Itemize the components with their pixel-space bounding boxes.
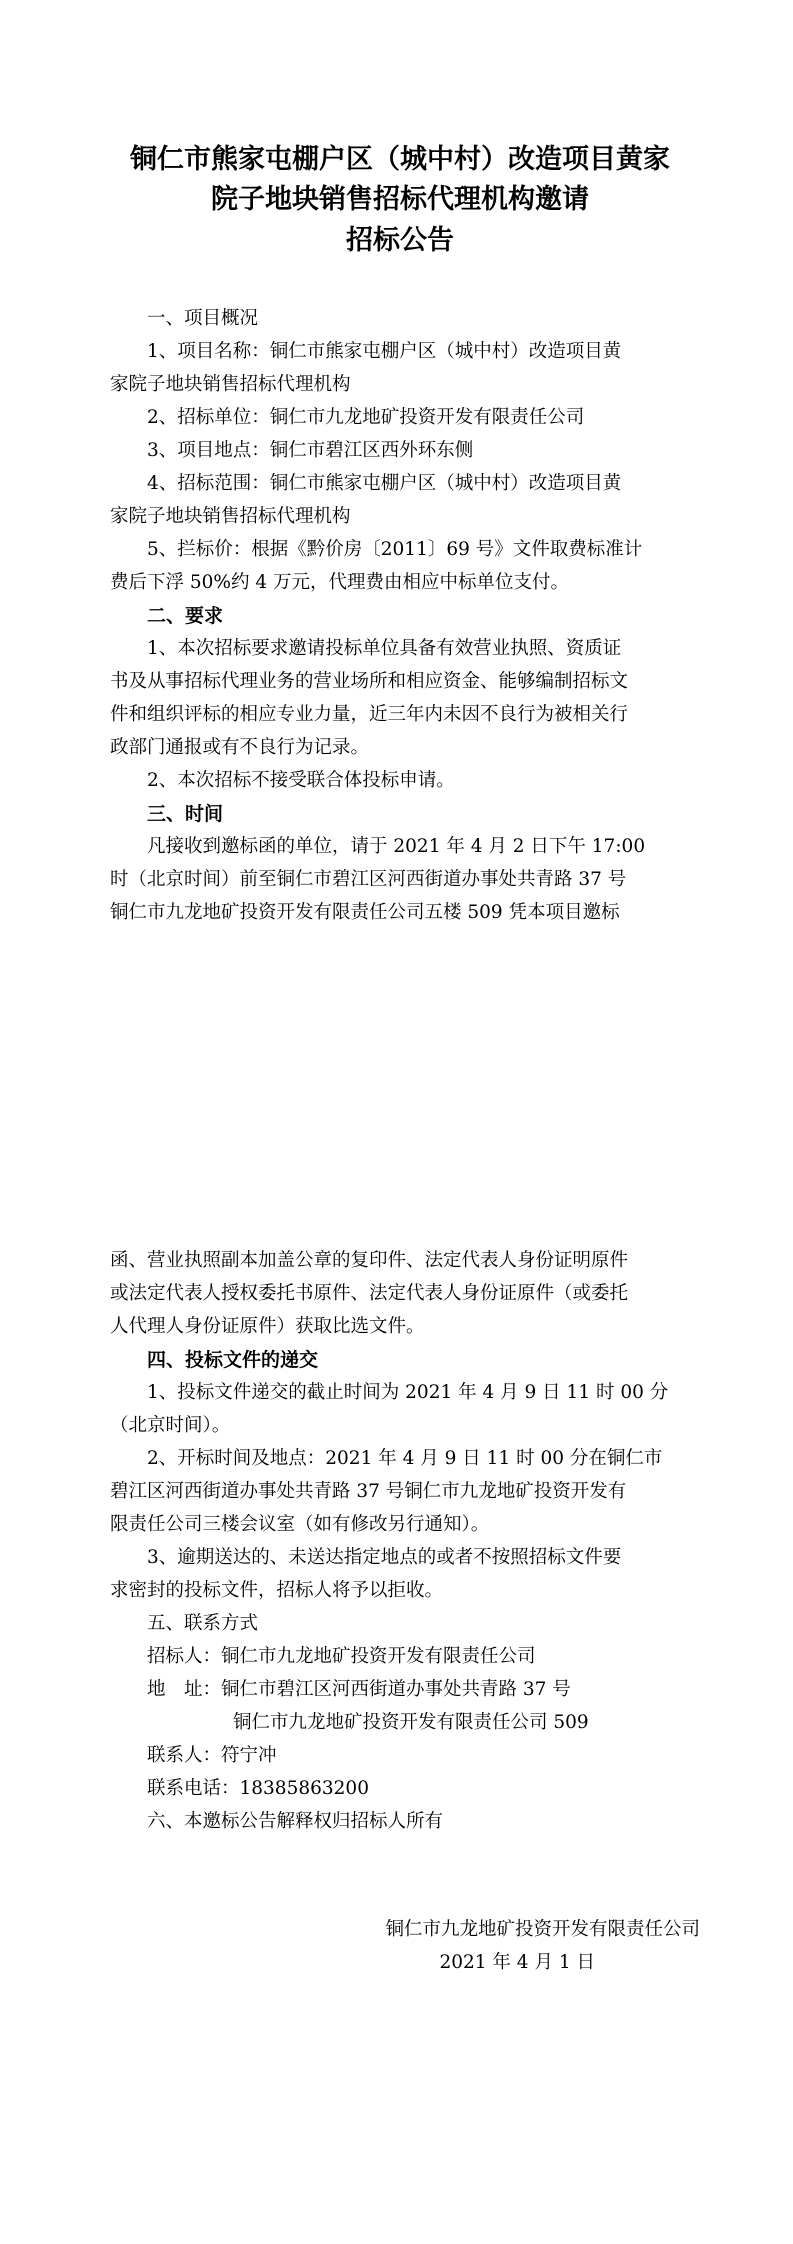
section-3-para: 凡接收到邀标函的单位，请于 2021 年 4 月 2 日下午 17:00: [147, 836, 646, 857]
section-1-item-2: 2、招标单位：铜仁市九龙地矿投资开发有限责任公司: [147, 407, 585, 428]
section-1-item-5-cont: 费后下浮 50%约 4 万元，代理费由相应中标单位支付。: [110, 572, 570, 593]
tenderer: 招标人：铜仁市九龙地矿投资开发有限责任公司: [147, 1646, 536, 1667]
section-1-item-4: 4、招标范围：铜仁市熊家屯棚户区（城中村）改造项目黄: [147, 473, 622, 494]
section-4-para-3: 3、逾期送达的、未送达指定地点的或者不按照招标文件要: [147, 1547, 622, 1568]
address: 地 址：铜仁市碧江区河西街道办事处共青路 37 号: [147, 1679, 571, 1700]
section-1-heading: 一、项目概况: [147, 308, 259, 329]
section-3-para-cont: 时（北京时间）前至铜仁市碧江区河西街道办事处共青路 37 号: [110, 869, 627, 890]
section-2-heading: 二、要求: [147, 605, 224, 627]
section-1-item-1-cont: 家院子地块销售招标代理机构: [110, 374, 351, 395]
title-line-2: 院子地块销售招标代理机构邀请: [211, 184, 589, 215]
section-3-para-cont: 或法定代表人授权委托书原件、法定代表人身份证原件（或委托: [110, 1283, 629, 1304]
section-1-item-3: 3、项目地点：铜仁市碧江区西外环东侧: [147, 440, 474, 461]
section-2-para-1: 1、本次招标要求邀请投标单位具备有效营业执照、资质证: [147, 638, 622, 659]
contact-phone: 联系电话：18385863200: [147, 1778, 369, 1799]
section-3-heading: 三、时间: [147, 803, 224, 825]
section-2-para-1-cont: 书及从事招标代理业务的营业场所和相应资金、能够编制招标文: [110, 671, 629, 692]
section-2-para-2: 2、本次招标不接受联合体投标申请。: [147, 770, 455, 791]
signature-company: 铜仁市九龙地矿投资开发有限责任公司: [385, 1919, 700, 1940]
section-1-item-1: 1、项目名称：铜仁市熊家屯棚户区（城中村）改造项目黄: [147, 341, 622, 362]
section-4-para-2-cont: 限责任公司三楼会议室（如有修改另行通知）。: [110, 1514, 490, 1535]
section-3-para-cont: 铜仁市九龙地矿投资开发有限责任公司五楼 509 凭本项目邀标: [110, 902, 620, 923]
contact-person: 联系人：符宁冲: [147, 1745, 277, 1766]
section-4-heading: 四、投标文件的递交: [147, 1349, 319, 1371]
section-4-para-2-cont: 碧江区河西街道办事处共青路 37 号铜仁市九龙地矿投资开发有: [110, 1481, 627, 1502]
section-2-para-1-cont: 政部门通报或有不良行为记录。: [110, 737, 370, 758]
section-4-para-1-cont: （北京时间）。: [110, 1415, 231, 1436]
title-line-1: 铜仁市熊家屯棚户区（城中村）改造项目黄家: [130, 144, 670, 175]
section-4-para-1: 1、投标文件递交的截止时间为 2021 年 4 月 9 日 11 时 00 分: [147, 1382, 669, 1403]
section-3-para-cont: 函、营业执照副本加盖公章的复印件、法定代表人身份证明原件: [110, 1250, 629, 1271]
section-6-heading: 六、本邀标公告解释权归招标人所有: [147, 1811, 444, 1832]
section-1-item-4-cont: 家院子地块销售招标代理机构: [110, 506, 351, 527]
address-cont: 铜仁市九龙地矿投资开发有限责任公司 509: [233, 1712, 589, 1733]
section-4-para-3-cont: 求密封的投标文件，招标人将予以拒收。: [110, 1580, 444, 1601]
section-4-para-2: 2、开标时间及地点：2021 年 4 月 9 日 11 时 00 分在铜仁市: [147, 1448, 663, 1469]
section-2-para-1-cont: 件和组织评标的相应专业力量，近三年内未因不良行为被相关行: [110, 704, 629, 725]
section-1-item-5: 5、拦标价：根据《黔价房〔2011〕69 号》文件取费标准计: [147, 539, 643, 560]
section-5-heading: 五、联系方式: [147, 1613, 259, 1634]
title-line-3: 招标公告: [346, 225, 454, 256]
signature-date: 2021 年 4 月 1 日: [439, 1952, 595, 1973]
section-3-para-cont: 人代理人身份证原件）获取比选文件。: [110, 1316, 425, 1337]
